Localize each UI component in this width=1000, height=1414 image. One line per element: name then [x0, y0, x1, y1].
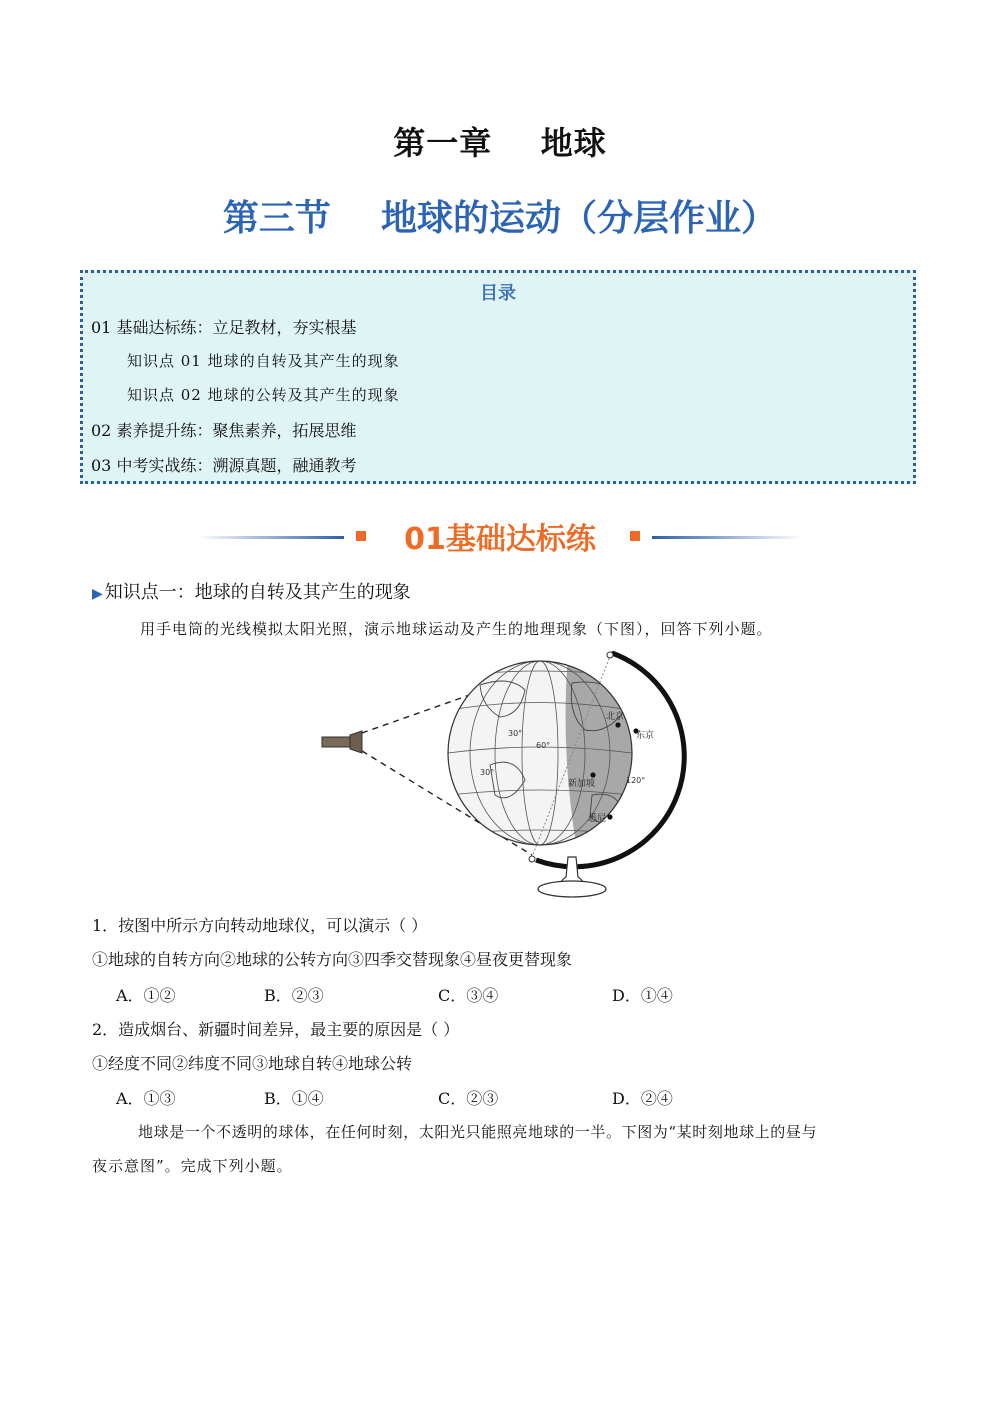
question-1-stem: 1．按图中所示方向转动地球仪，可以演示（ ） [92, 916, 428, 935]
label-lat30n: 30° [508, 729, 523, 738]
globe-base [538, 881, 606, 897]
triangle-right-icon: ▶ [92, 586, 103, 602]
toc-item-kp01[interactable]: 知识点 01 地球的自转及其产生的现象 [127, 352, 400, 370]
label-beijing: 北京 [606, 712, 625, 722]
night-side [566, 655, 650, 855]
label-lat30s: 30° [480, 768, 495, 777]
toc-item-basic[interactable]: 01 基础达标练：立足教材，夯实根基 [91, 318, 357, 337]
section-banner [0, 512, 1000, 562]
question-1-option-c[interactable]: C．③④ [438, 986, 499, 1005]
flashlight-head [350, 731, 362, 753]
question-2-option-d[interactable]: D．②④ [612, 1089, 673, 1108]
globe [440, 655, 650, 855]
banner-text: 01基础达标练 [404, 522, 596, 557]
table-of-contents [80, 270, 916, 484]
section-title: 第三节 地球的运动（分层作业） [222, 198, 778, 239]
question-1-option-b[interactable]: B．②③ [264, 986, 324, 1005]
question-2-option-b[interactable]: B．①④ [264, 1089, 324, 1108]
label-singapore: 新加坡 [568, 779, 596, 789]
knowledge-point-heading [92, 578, 411, 604]
question-1-option-d[interactable]: D．①④ [612, 986, 673, 1005]
banner-square-left [356, 531, 366, 541]
question-2-option-a[interactable]: A．①③ [116, 1089, 176, 1108]
question-1-option-a[interactable]: A．①② [116, 986, 176, 1005]
label-lon120: 120° [626, 776, 646, 785]
globe-stand [562, 857, 583, 883]
label-lon60: 60° [536, 741, 551, 750]
question-2-stem: 2．造成烟台、新疆时间差异，最主要的原因是（ ） [92, 1020, 460, 1039]
toc-item-exam[interactable]: 03 中考实战练：溯源真题，融通教考 [91, 456, 357, 475]
closing-paragraph-line-1: 地球是一个不透明的球体，在任何时刻，太阳光只能照亮地球的一半。下图为“某时刻地球上的昼与 [138, 1123, 818, 1141]
knowledge-point-title: 知识点一：地球的自转及其产生的现象 [104, 582, 411, 603]
closing-paragraph-line-2: 夜示意图”。完成下列小题。 [92, 1157, 293, 1175]
chapter-title: 第一章 地球 [393, 124, 607, 162]
toc-item-improve[interactable]: 02 素养提升练：聚焦素养，拓展思维 [91, 421, 357, 440]
banner-line-right [652, 536, 802, 539]
flashlight-icon [322, 737, 350, 747]
toc-item-kp02[interactable]: 知识点 02 地球的公转及其产生的现象 [127, 386, 400, 404]
question-1-items: ①地球的自转方向②地球的公转方向③四季交替现象④昼夜更替现象 [92, 950, 573, 969]
question-2-option-c[interactable]: C．②③ [438, 1089, 499, 1108]
banner-square-right [630, 531, 640, 541]
globe-flashlight-figure [310, 645, 690, 905]
label-sydney: 悉尼 [588, 814, 607, 824]
toc-heading: 目录 [480, 283, 516, 304]
banner-line-left [198, 536, 344, 539]
question-2-items: ①经度不同②纬度不同③地球自转④地球公转 [92, 1054, 413, 1073]
label-tokyo: 东京 [636, 731, 655, 741]
intro-paragraph: 用手电筒的光线模拟太阳光照，演示地球运动及产生的地理现象（下图），回答下列小题。 [140, 620, 773, 638]
